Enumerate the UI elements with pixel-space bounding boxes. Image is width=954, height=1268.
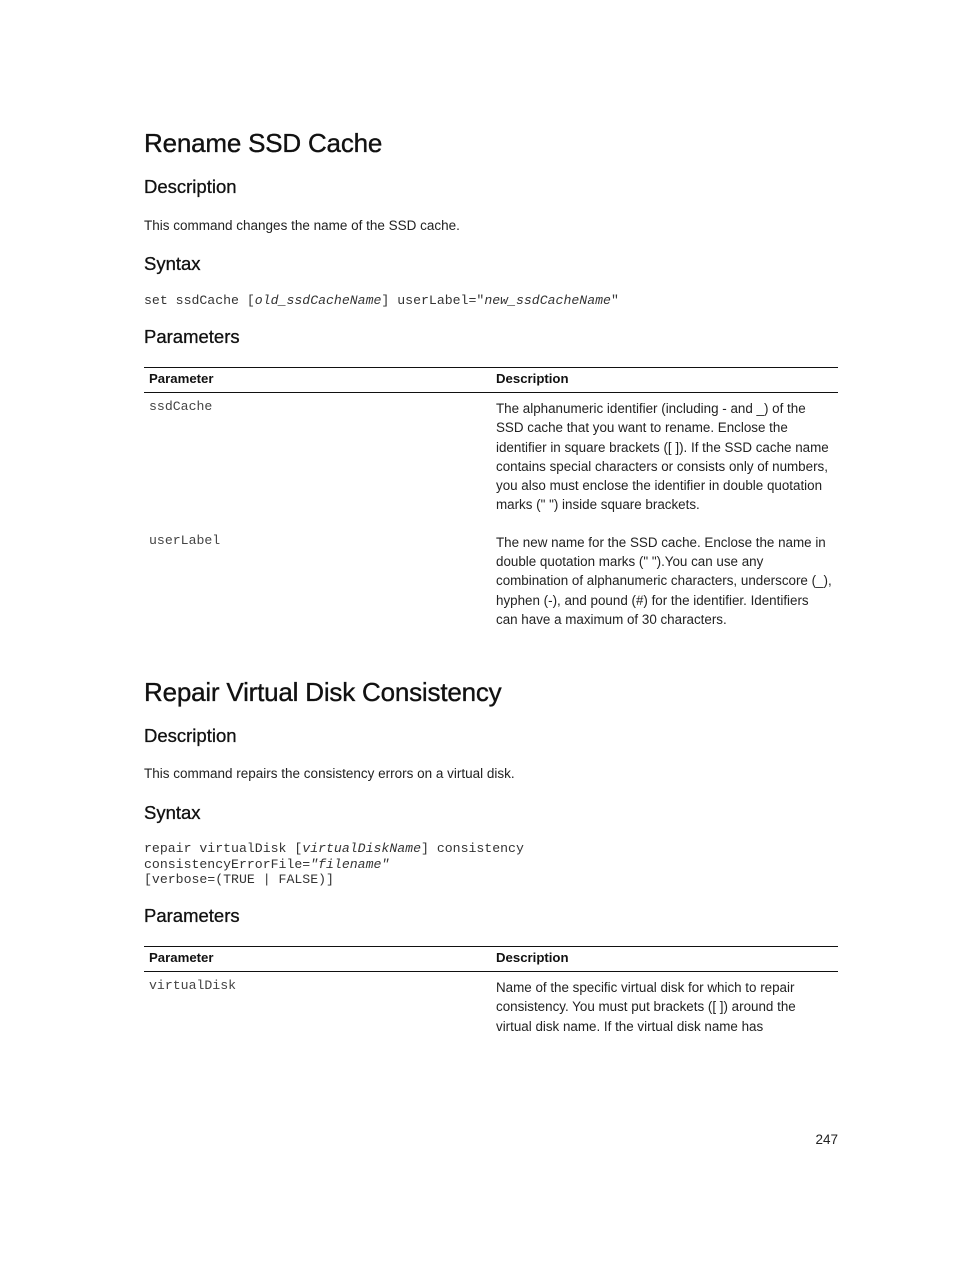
parameter-name: ssdCache [149, 399, 213, 414]
table-row [144, 527, 838, 641]
syntax-heading: Syntax [144, 802, 201, 823]
parameters-heading: Parameters [144, 326, 240, 347]
column-header-parameter: Parameter [144, 947, 491, 972]
table-row [144, 972, 838, 1048]
section-title-rename-ssd-cache: Rename SSD Cache [144, 128, 383, 158]
description-text: This command repairs the consistency errors on a virtual disk. [144, 766, 515, 781]
parameters-heading: Parameters [144, 905, 240, 926]
syntax-code: repair virtualDisk [virtualDiskName] consistency consistencyErrorFile="filename" [verbose=(TRUE | FALSE)] [144, 841, 524, 888]
page-number: 247 [815, 1132, 838, 1147]
description-heading: Description [144, 176, 237, 197]
parameter-description: The alphanumeric identifier (including - and _) of the SSD cache that you want to rename. Enclose the identifier in square brackets ([ ]). If the SSD cache name contains special characters or consists only of numbers, you also must enclose the identifier in double quotation marks (" ") inside square brackets. [496, 401, 829, 513]
description-text: This command changes the name of the SSD cache. [144, 218, 460, 233]
column-header-description: Description [491, 947, 838, 972]
column-header-description: Description [491, 368, 838, 393]
parameter-name: userLabel [149, 532, 221, 548]
parameter-description: Name of the specific virtual disk for which to repair consistency. You must put brackets ([ ]) around the virtual disk name. If the virtual disk name has [496, 980, 796, 1034]
syntax-code: set ssdCache [old_ssdCacheName] userLabel="new_ssdCacheName" [144, 293, 619, 308]
section-title-repair-virtual-disk-consistency: Repair Virtual Disk Consistency [144, 677, 502, 707]
parameters-table [144, 367, 838, 641]
parameter-description: The new name for the SSD cache. Enclose the name in double quotation marks (" ").You can use any combination of alphanumeric characters, underscore (_), hyphen (-), and pound (#) for the identifier. Identifiers can have a maximum of 30 characters. [496, 534, 832, 627]
parameter-name: virtualDisk [149, 978, 237, 993]
table-row [144, 393, 838, 527]
description-heading: Description [144, 725, 237, 746]
column-header-parameter: Parameter [144, 368, 491, 393]
table-header-row [144, 947, 838, 972]
table-header-row [144, 368, 838, 393]
parameters-table [144, 946, 838, 1048]
syntax-heading: Syntax [144, 253, 201, 274]
